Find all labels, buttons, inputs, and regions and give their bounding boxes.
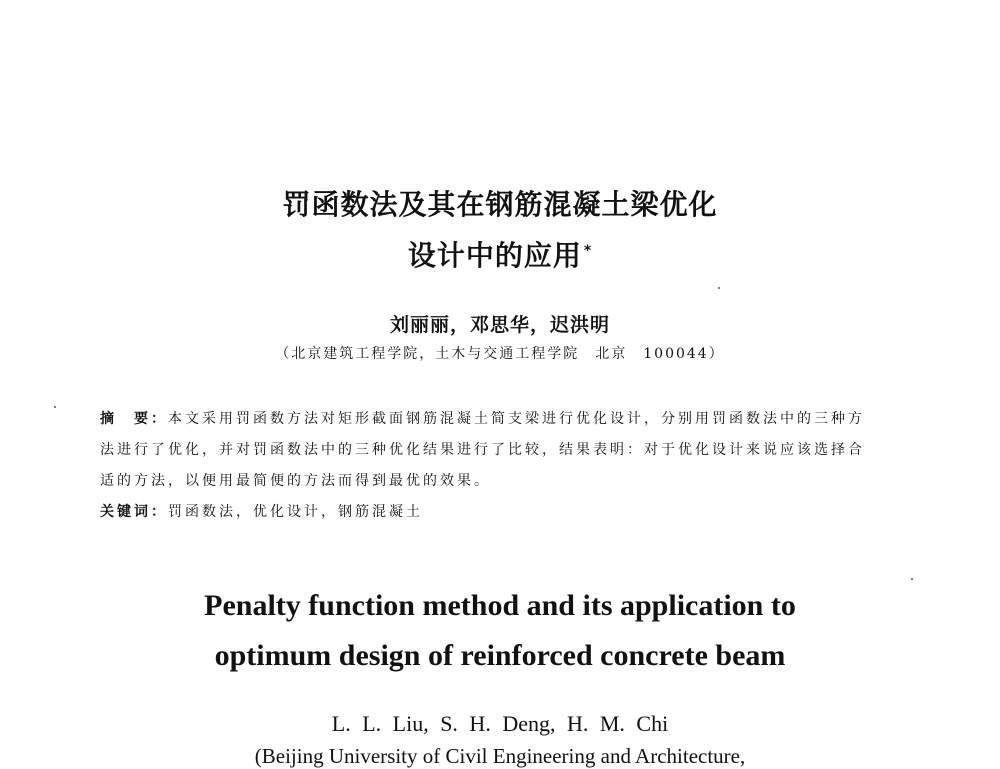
abstract-line-3: 适的方法，以便用最简便的方法而得到最优的效果。 — [100, 473, 491, 489]
english-title-line-2: optimum design of reinforced concrete beam — [214, 639, 786, 672]
english-title-line-1: Penalty function method and its application to — [204, 589, 796, 622]
keywords-text: 罚函数法，优化设计，钢筋混凝土 — [168, 504, 423, 520]
abstract-line-2: 法进行了优化，并对罚函数法中的三种优化结果进行了比较，结果表明：对于优化设计来说应该选择合 — [100, 442, 865, 458]
chinese-title-line-2-text: 设计中的应用 — [407, 239, 582, 272]
english-authors: L. L. Liu, S. H. Deng, H. M. Chi — [331, 711, 669, 736]
chinese-affiliation: （北京建筑工程学院，土木与交通工程学院 北京 100044） — [275, 346, 725, 362]
chinese-authors: 刘丽丽，邓思华，迟洪明 — [389, 314, 610, 336]
scan-speck — [54, 406, 56, 408]
chinese-title-line-2 — [0, 234, 1000, 274]
chinese-title-line-1: 罚函数法及其在钢筋混凝土梁优化 — [282, 188, 718, 221]
abstract-label: 摘 要： — [100, 411, 168, 427]
footnote-mark: * — [583, 242, 593, 259]
keywords-label: 关键词： — [100, 504, 168, 520]
scan-speck — [718, 287, 720, 289]
abstract-line-1 — [100, 404, 865, 435]
english-affiliation: (Beijing University of Civil Engineering and Architecture, — [254, 744, 746, 768]
abstract-text-1: 本文采用罚函数方法对矩形截面钢筋混凝土简支梁进行优化设计，分别用罚函数法中的三种方 — [168, 411, 865, 427]
scan-speck — [911, 578, 913, 580]
keywords-line — [100, 497, 423, 528]
